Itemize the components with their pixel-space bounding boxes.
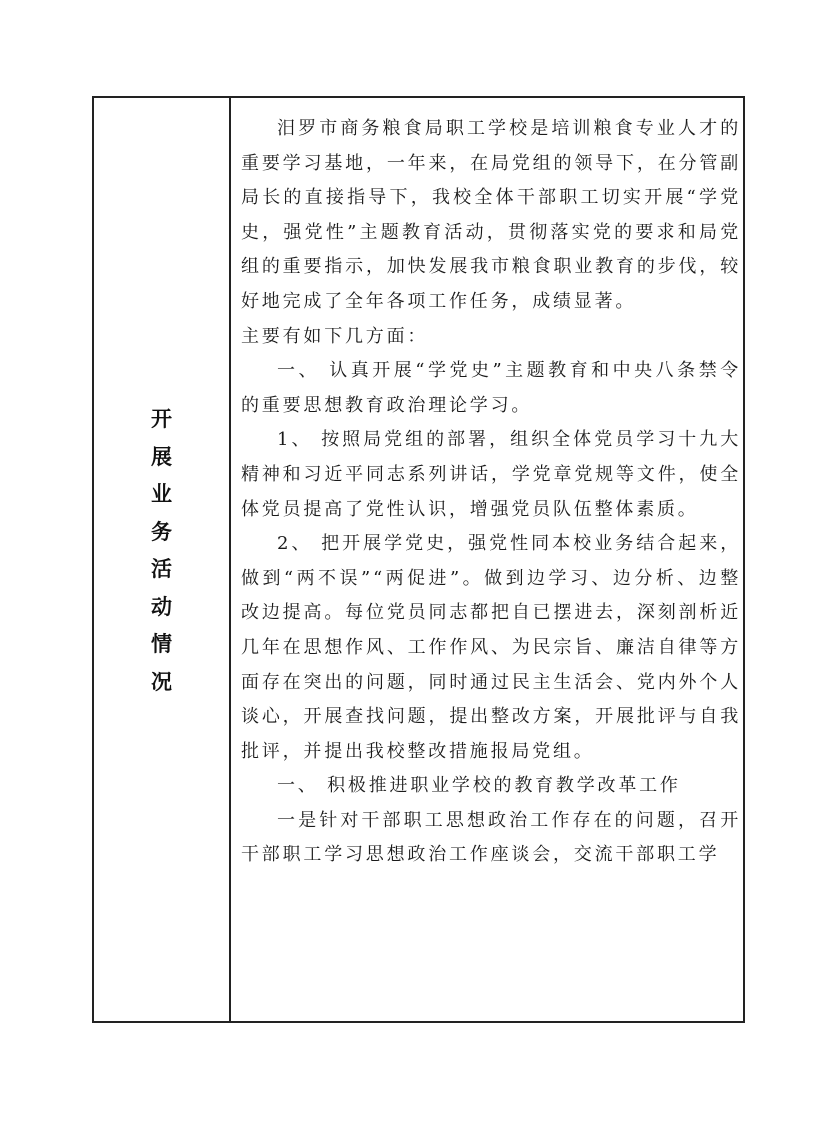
section-label-char: 活 (151, 557, 172, 581)
intro-paragraph: 汨罗市商务粮食局职工学校是培训粮食专业人才的重要学习基地，一年来，在局党组的领导下，在分管副局长的直接指导下，我校全体干部职工切实开展“学党史，强党性”主题教育活动，贯彻落实党的要求和局党组的重要指示，加快发展我市粮食职业教育的步伐，较好地完成了全年各项工作任务，成绩显著。 (241, 118, 741, 312)
list-item-paragraph: 1、 按照局党组的部署，组织全体党员学习十九大精神和习近平同志系列讲话，学党章党规等文件，使全体党员提高了党性认识，增强党员队伍整体素质。 (241, 429, 741, 520)
body-paragraph: 一是针对干部职工思想政治工作存在的问题，召开干部职工学习思想政治工作座谈会，交流干部职工学 (241, 809, 741, 866)
section-label-char: 业 (151, 482, 172, 506)
list-item-paragraph: 2、 把开展学党史，强党性同本校业务结合起来，做到“两不误”“两促进”。做到边学习、边分析、边整改边提高。每位党员同志都把自已摆进去，深刻剖析近几年在思想作风、工作作风、为民宗旨、廉洁自律等方面存在突出的问题，同时通过民主生活会、党内外个人谈心，开展查找问题，提出整改方案，开展批评与自我批评，并提出我校整改措施报局党组。 (241, 533, 741, 762)
section-label (151, 401, 172, 701)
report-form-table (92, 96, 745, 1023)
section-label-cell (94, 98, 231, 1021)
summary-lead-paragraph: 主要有如下几方面： (241, 325, 429, 347)
section-label-char: 开 (151, 407, 172, 431)
content-cell (231, 98, 743, 1021)
section-label-char: 况 (151, 669, 172, 694)
section-label-char: 务 (151, 519, 172, 544)
section-label-char: 情 (151, 632, 172, 656)
section-label-char: 展 (151, 444, 172, 469)
section-heading: 一、 认真开展“学党史”主题教育和中央八条禁令的重要思想教育政治理论学习。 (241, 360, 741, 416)
body-text (241, 112, 741, 873)
section-heading: 一、 积极推进职业学校的教育教学改革工作 (277, 775, 681, 797)
section-label-char: 动 (151, 594, 172, 619)
